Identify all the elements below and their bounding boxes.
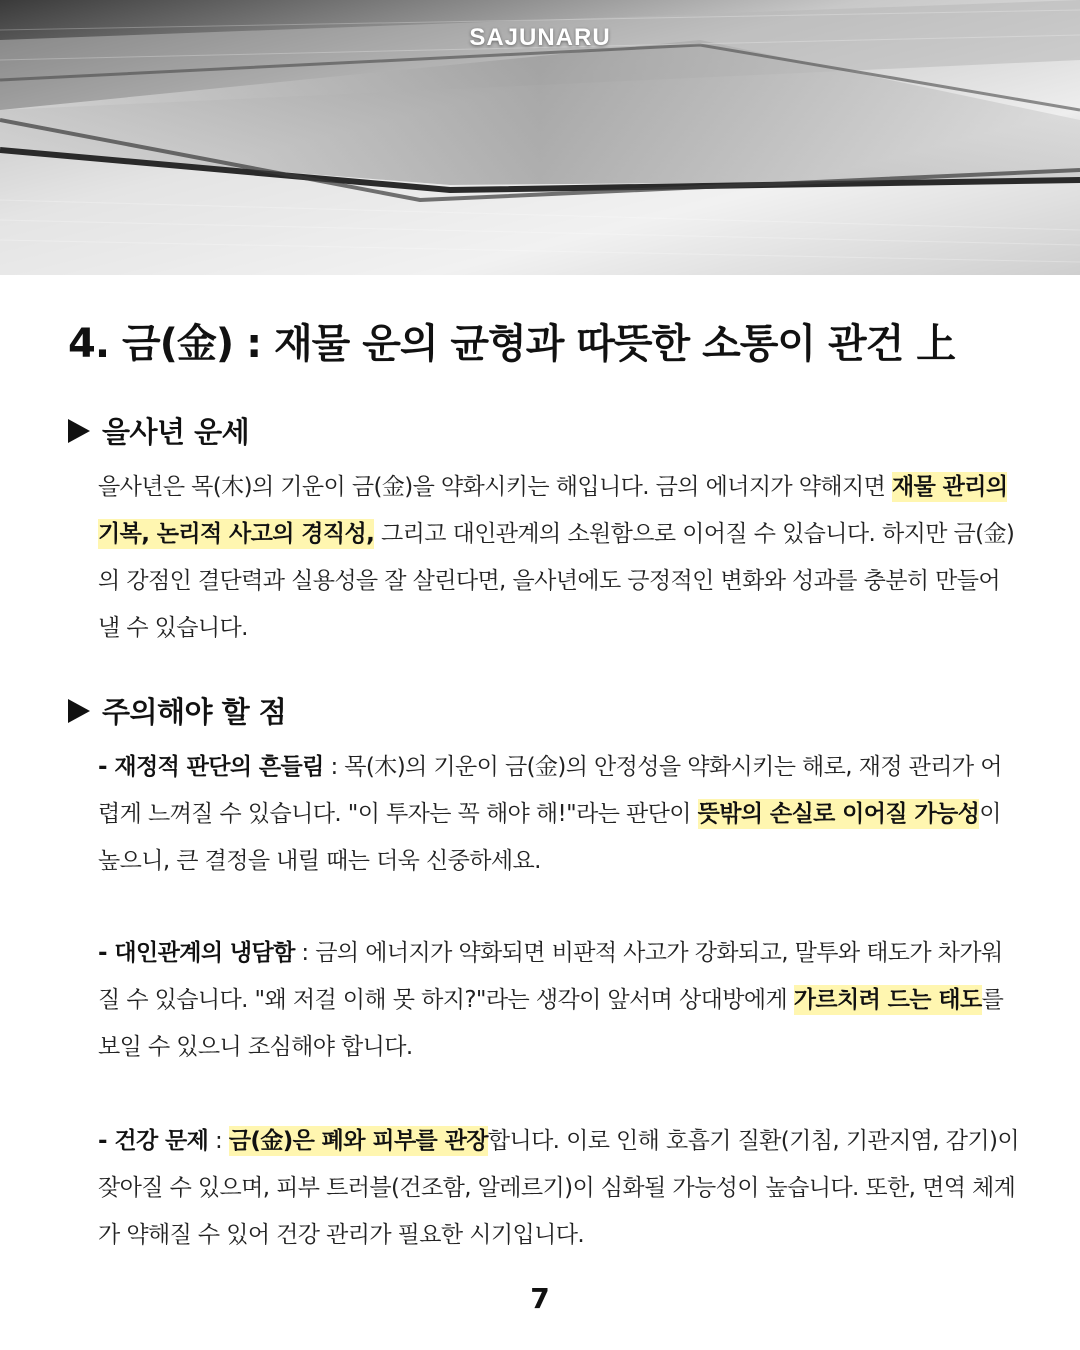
caution-item-health — [98, 1118, 1020, 1259]
text-span: 합니다. 이로 인해 호흡기 질환(기침, 기관지염, 감기)이 잦아질 수 있으며, 피부 트러블(건조함, 알레르기)이 심화될 가능성이 높습니다. 또한, 면역 체계가 약해질 수 있어 건강 관리가 필요한 시기입니다. — [98, 1128, 1019, 1248]
caution-label: - 대인관계의 냉담함 — [98, 940, 295, 966]
brand-logo-text: SAJUNARU — [469, 24, 611, 51]
text-span: 를 보일 수 있으니 조심해야 합니다. — [98, 987, 1004, 1060]
text-span: : 목(木)의 기운이 금(金)의 안정성을 약화시키는 해로, 재정 관리가 어렵게 느껴질 수 있습니다. "이 투자는 꼭 해야 해!"라는 판단이 — [98, 754, 1002, 827]
text-span: : — [208, 1128, 229, 1154]
triangle-bullet-icon — [68, 699, 90, 723]
fortune-paragraph — [98, 464, 1020, 652]
text-span: 이 높으니, 큰 결정을 내릴 때는 더욱 신중하세요. — [98, 801, 1001, 874]
text-span: 을사년은 목(木)의 기운이 금(金)을 약화시키는 해입니다. 금의 에너지가 약해지면 — [98, 474, 892, 500]
page-number: 7 — [530, 1282, 550, 1315]
section-heading-cautions — [68, 690, 286, 731]
section-heading-fortune — [68, 410, 249, 451]
section-heading-label: 주의해야 할 점 — [102, 695, 287, 729]
hero-image — [0, 0, 1080, 275]
highlight-text: 뜻밖의 손실로 이어질 가능성 — [697, 801, 980, 827]
section-heading-label: 을사년 운세 — [102, 415, 250, 449]
text-span: 그리고 대인관계의 소원함으로 이어질 수 있습니다. 하지만 금(金)의 강점인 결단력과 실용성을 잘 살린다면, 을사년에도 긍정적인 변화와 성과를 충분히 만들어낼 수 있습니다. — [98, 521, 1015, 641]
caution-item-finance — [98, 744, 1020, 885]
triangle-bullet-icon — [68, 419, 90, 443]
highlight-text: 금(金)은 폐와 피부를 관장 — [228, 1128, 488, 1154]
caution-item-relationships — [98, 930, 1020, 1071]
highlight-text: 재물 관리의 기복, 논리적 사고의 경직성, — [98, 474, 1008, 547]
caution-label: - 건강 문제 — [98, 1128, 209, 1154]
page-title: 4. 금(金) : 재물 운의 균형과 따뜻한 소통이 관건 上 — [68, 321, 956, 367]
highlight-text: 가르치려 드는 태도 — [793, 987, 982, 1013]
caution-label: - 재정적 판단의 흔들림 — [98, 754, 324, 780]
text-span: : 금의 에너지가 약화되면 비판적 사고가 강화되고, 말투와 태도가 차가워질 수 있습니다. "왜 저걸 이해 못 하지?"라는 생각이 앞서며 상대방에게 — [98, 940, 1003, 1013]
